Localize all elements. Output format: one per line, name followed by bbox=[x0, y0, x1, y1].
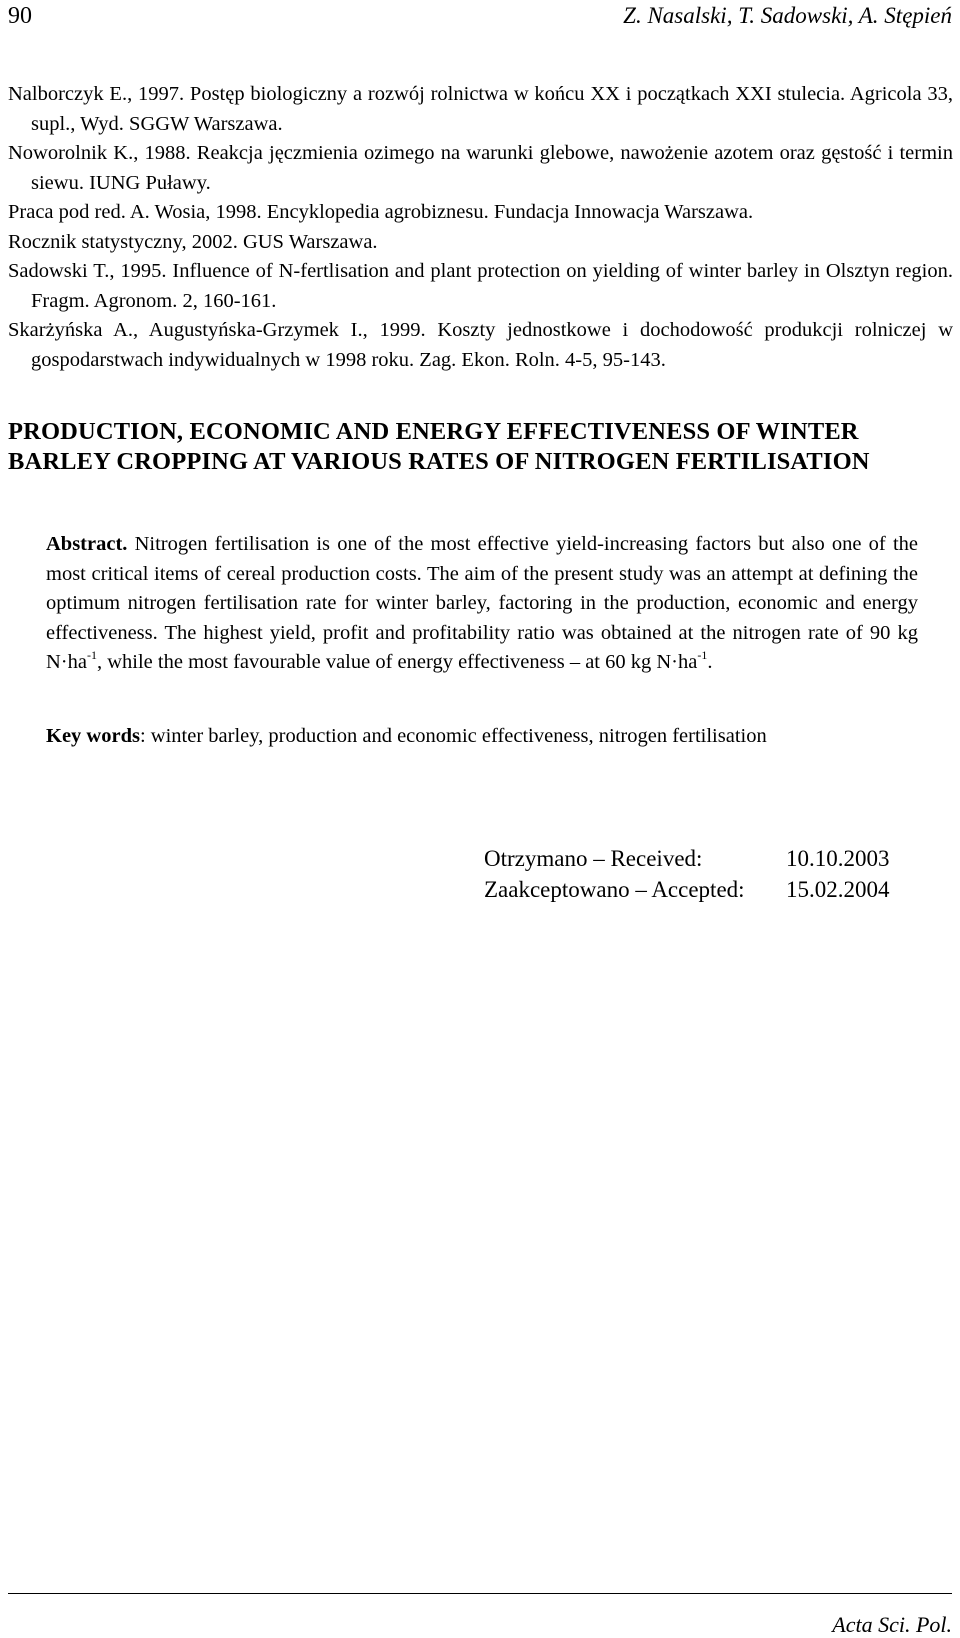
reference-item: Skarżyńska A., Augustyńska-Grzymek I., 1999. Koszty jednostkowe i dochodowość produkcji rolniczej w gospodarstwach indywidualnych w 1998 roku. Zag. Ekon. Roln. 4-5, 95-143. bbox=[8, 319, 953, 371]
abstract-label: Abstract. bbox=[46, 533, 128, 555]
accepted-date: 15.02.2004 bbox=[786, 877, 890, 902]
reference-item: Noworolnik K., 1988. Reakcja jęczmienia ozimego na warunki glebowe, nawożenie azotem oraz gęstość i termin siewu. IUNG Puławy. bbox=[8, 142, 953, 194]
abstract-text: , while the most favourable value of energy effectiveness – at 60 kg N·ha bbox=[96, 651, 698, 673]
reference-item: Rocznik statystyczny, 2002. GUS Warszawa. bbox=[8, 230, 378, 253]
reference-item: Nalborczyk E., 1997. Postęp biologiczny a rozwój rolnictwa w końcu XX i początkach XXI stulecia. Agricola 33, supl., Wyd. SGGW Warszawa. bbox=[8, 83, 953, 135]
abstract bbox=[46, 530, 918, 678]
page-number: 90 bbox=[8, 3, 32, 29]
exponent: -1 bbox=[86, 648, 97, 662]
accepted-row bbox=[484, 874, 890, 905]
article-title: PRODUCTION, ECONOMIC AND ENERGY EFFECTIVENESS OF WINTER BARLEY CROPPING AT VARIOUS RATES OF NITROGEN FERTILISATION bbox=[8, 418, 870, 475]
abstract-text: . bbox=[707, 651, 713, 673]
received-label: Otrzymano – Received: bbox=[484, 846, 703, 871]
reference-list bbox=[8, 80, 953, 375]
exponent: -1 bbox=[697, 648, 708, 662]
received-row bbox=[484, 843, 890, 874]
keywords bbox=[46, 722, 926, 752]
reference-item: Sadowski T., 1995. Influence of N-fertlisation and plant protection on yielding of winter barley in Olsztyn region. Fragm. Agronom. 2, 160-161. bbox=[8, 260, 953, 312]
received-dates bbox=[484, 843, 890, 905]
running-head: Z. Nasalski, T. Sadowski, A. Stępień bbox=[623, 3, 952, 28]
keywords-text: : winter barley, production and economic effectiveness, nitrogen fertilisation bbox=[139, 725, 767, 747]
received-date: 10.10.2003 bbox=[786, 846, 890, 871]
journal-name: Acta Sci. Pol. bbox=[832, 1612, 952, 1637]
abstract-text: Nitrogen fertilisation is one of the most effective yield-increasing factors but also one of the most critical items of cereal production costs. The aim of the present study was an attempt at defining the optimum nitrogen fertilisation rate for winter barley, factoring in the production, economic and energy effectiveness. The highest yield, profit and profitability ratio was obtained at the nitrogen rate of 90 kg N·ha bbox=[46, 533, 918, 673]
keywords-label: Key words bbox=[46, 725, 140, 747]
reference-item: Praca pod red. A. Wosia, 1998. Encyklopedia agrobiznesu. Fundacja Innowacja Warszawa. bbox=[8, 201, 754, 223]
footer-divider bbox=[8, 1593, 952, 1594]
accepted-label: Zaakceptowano – Accepted: bbox=[484, 877, 745, 902]
